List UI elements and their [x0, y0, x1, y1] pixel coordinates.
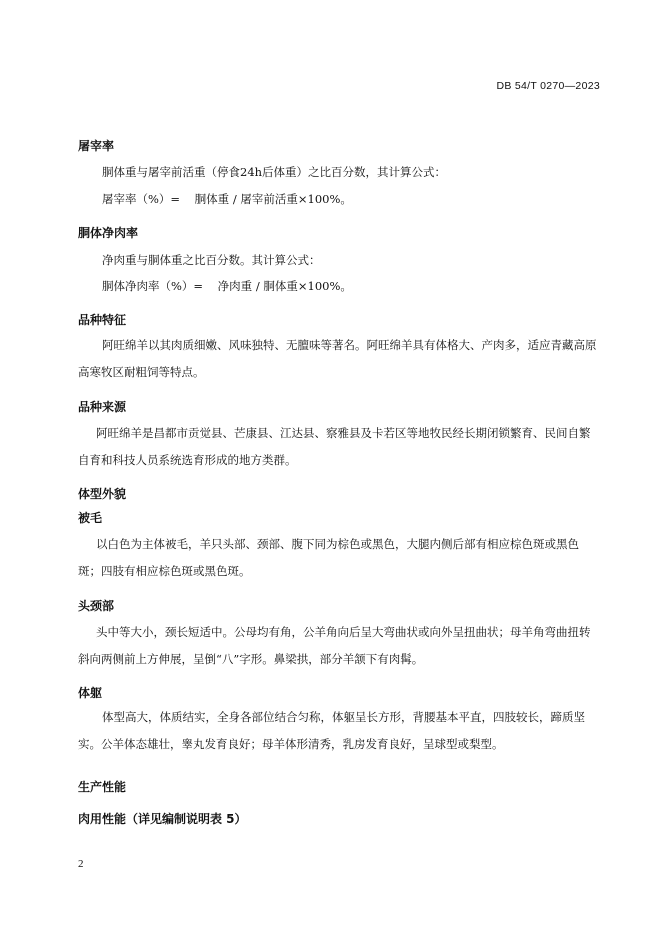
dressing-formula: 屠宰率（%）= 胴体重 / 屠宰前活重×100%。 [102, 192, 352, 206]
breed-features-paragraph: 阿旺绵羊以其肉质细嫩、风味独特、无膻味等著名。阿旺绵羊具有体格大、产肉多，适应青藏高原高寒牧区耐粗饲等特点。 [78, 338, 597, 379]
dressing-definition: 胴体重与屠宰前活重（停食24h后体重）之比百分数，其计算公式： [102, 165, 447, 179]
section-heading-production: 生产性能 [78, 780, 127, 794]
section-heading-body: 体躯 [78, 686, 103, 700]
section-heading-appearance: 体型外貌 [78, 487, 127, 501]
net-meat-definition: 净肉重与胴体重之比百分数。其计算公式： [102, 253, 321, 267]
coat-paragraph: 以白色为主体被毛，羊只头部、颈部、腹下同为棕色或黑色，大腿内侧后部有相应棕色斑或黑色斑；四肢有相应棕色斑或黑色斑。 [78, 537, 579, 578]
section-heading-head-neck: 头颈部 [78, 599, 115, 613]
section-heading-breed-features: 品种特征 [78, 313, 127, 327]
section-heading-dressing-percentage: 屠宰率 [78, 139, 115, 153]
section-heading-breed-origin: 品种来源 [78, 400, 127, 414]
body-paragraph: 体型高大，体质结实，全身各部位结合匀称，体躯呈长方形，背腰基本平直，四肢较长，蹄质坚实。公羊体态雄壮，睾丸发育良好；母羊体形清秀，乳房发育良好，呈球型或梨型。 [78, 710, 585, 751]
net-meat-formula: 胴体净肉率（%）= 净肉重 / 胴体重×100%。 [102, 279, 352, 293]
section-heading-coat: 被毛 [78, 511, 103, 525]
head-neck-paragraph: 头中等大小，颈长短适中。公母均有角，公羊角向后呈大弯曲状或向外呈扭曲状；母羊角弯曲扭转斜向两侧前上方伸展，呈倒“八”字形。鼻梁拱，部分羊颔下有肉髯。 [78, 625, 591, 666]
section-heading-net-meat-rate: 胴体净肉率 [78, 226, 139, 240]
breed-origin-paragraph: 阿旺绵羊是昌都市贡觉县、芒康县、江达县、察雅县及卡若区等地牧民经长期闭锁繁育、民间自繁自育和科技人员系统选育形成的地方类群。 [78, 426, 591, 467]
section-heading-meat-performance: 肉用性能（详见编制说明表 5） [78, 812, 247, 826]
document-code: DB 54/T 0270—2023 [496, 80, 600, 92]
page-number: 2 [78, 858, 84, 870]
